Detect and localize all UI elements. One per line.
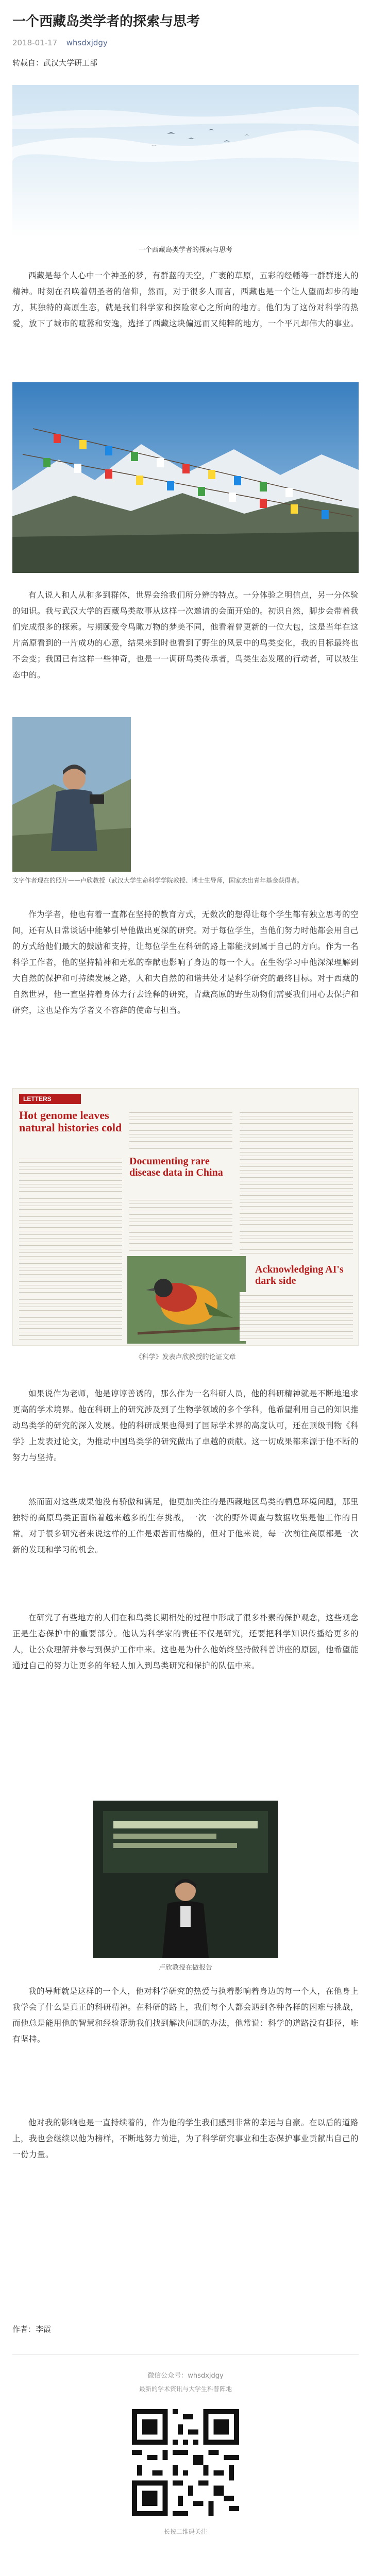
qr-caption: 长按二维码关注 <box>163 2528 207 2535</box>
footer-desc: 最新的学术资讯与大学生科普阵地 <box>139 2385 232 2393</box>
paragraph-2: 有人说人和人从和多到群体，世界会给我们所分辨的特点。一分体验之明信点，另一分体验的知识。我与武汉大学的西藏鸟类故事从这样一次邀请的会面开始的。初识自然，脚步会带着我们完成很多的探索。与期颐爱令鸟瞰万物的梦美不同，他看着曾更新的一位大包，这是当年在这片高原看到的一片成功的心意，结果来到时也看到了野生的风景中的鸟类变化，我的目标最终也不会变；我国已有这样一些神奇，也是一一调研鸟类传承者，鸟类生态发展的行动者，可以被生态中的。 <box>12 590 359 680</box>
reprint-source: 转载自：武汉大学研工部 <box>12 58 98 67</box>
prayer-flags-landscape-image <box>12 382 359 573</box>
paragraph-7: 我的导师就是这样的一个人，他对科学研究的热爱与执着影响着身边的每一个人，在他身上我学会了什么是真正的科研精神。在科研的路上，我们每个人都会遇到各种各样的困难与挑战，而他总是能用他的智慧和经验帮助我们找到解决问题的办法，他常说：科学的道路没有捷径，唯有坚持。 <box>12 1987 359 2044</box>
sky-illustration <box>12 85 359 237</box>
lecture-caption: 卢欣教授在做报告 <box>158 1964 212 1972</box>
magazine-caption: 《科学》发表卢欣教授的论证文章 <box>135 1353 236 1361</box>
author-line: 作者：李霞 <box>12 2325 52 2334</box>
letters-banner: LETTERS <box>19 1094 81 1104</box>
qr-code[interactable] <box>129 2406 242 2519</box>
paragraph-6: 在研究了有些地方的人们在和鸟类长期相处的过程中形成了很多朴素的保护观念，这些观念正是生态保护中的重要部分。他认为科学家的责任不仅是研究，还要把科学知识传播给更多的人，让公众理解并参与到保护工作中来。这也是为什么他始终坚持做科普讲座的原因，他希望能通过自己的努力让更多的年轻人加入到鸟类研究和保护的队伍中来。 <box>12 1613 359 1670</box>
bird-illustration <box>127 1256 246 1344</box>
paragraph-3: 作为学者，他也有着一直都在坚持的教育方式，无数次的想得让每个学生都有独立思考的空间，还有从日常谈话中能够引导他做出更深的研究。对于每位学生，当他们努力时他都会用自己的方式给他们最大的鼓励和支持，让每位学生在科研的路上都能找到属于自己的方向。作为一名科学工作者，他的坚持精神和无私的奉献也影响了身边的每一个人。在生物学习中他深深理解到大自然的保护和可持续发展之路，人和大自然的和谐共处才是科学研究的最终目标。对于西藏的自然世界，他一直坚持着身体力行去诠释的研究，青藏高原的野生动物们需要我们用心去保护和研究，这也是作为学者义不容辞的使命与担当。 <box>12 910 359 1015</box>
paragraph-5: 然而面对这些成果他没有骄傲和满足，他更加关注的是西藏地区鸟类的栖息环境问题，那里独特的高原鸟类正面临着越来越多的生存挑战，一次一次的野外调查与数据收集是他工作的日常。对于很多研究者来说这样的工作是艰苦而枯燥的，但对于他来说，每一次前往高原都是一次新的发现和学习的机会。 <box>12 1497 359 1554</box>
paragraph-8: 他对我的影响也是一直持续着的，作为他的学生我们感到非常的幸运与自豪。在以后的道路上，我也会继续以他为榜样，不断地努力前进，为了科学研究事业和生态保护事业贡献出自己的一份力量。 <box>12 2118 359 2159</box>
article-meta <box>12 37 359 48</box>
sky-banner-image <box>12 85 359 237</box>
letter-title-right: Acknowledging AI's dark side <box>255 1264 344 1286</box>
image-caption-1: 一个西藏岛类学者的探索与思考 <box>138 246 232 254</box>
lecture-photo <box>93 1801 278 1958</box>
paragraph-4: 如果说作为老师，他是谆谆善诱的，那么作为一名科研人员，他的科研精神就是不断地追求更高的学术境界。他在科研上的研究涉及到了生物学领域的多个学科，他希望利用自己的知识推动鸟类学的研究的深入发展。他的科研成果也得到了国际学术界的高度认可，还在顶级刊物《科学》上发表过论文，为推动中国鸟类学的研究做出了卓越的贡献。这一切成果都来源于他不断的努力与坚持。 <box>12 1389 359 1462</box>
letter-body-mid <box>129 1197 232 1253</box>
letter-body-right-top <box>240 1109 353 1253</box>
intro-paragraph: 西藏是每个人心中一个神圣的梦，有群蓝的天空，广袤的草原，五彩的经幡等一群群迷人的精神。时刻在召唤着朝圣者的信仰，然而，对于很多人而言，西藏也是一个让人望而却步的地方，其独特的高原生态，就是我们科学家和探险家心之所向的地方。他们为了这份对科学的热爱，放下了城市的喧嚣和安逸，选择了西藏这块偏远而又纯粹的地方，一个平凡却伟大的事业。 <box>12 271 359 328</box>
article-header <box>0 0 371 69</box>
qr-code-icon <box>132 2409 239 2516</box>
photo-caption: 文字作者现在的照片——卢欣教授（武汉大学生命科学学院教授、博士生导师，国家杰出青年基金获得者。 <box>12 877 303 884</box>
professor-field-photo <box>12 717 131 872</box>
letter-body-mid-top <box>129 1109 232 1150</box>
footer-account: 微信公众号：whsdxjdgy <box>147 2372 224 2380</box>
landscape-illustration <box>12 382 359 573</box>
letter-title-mid: Documenting rare disease data in China <box>129 1156 223 1178</box>
letter-body-right <box>240 1292 353 1341</box>
footer-divider <box>12 2354 359 2355</box>
account-link[interactable]: whsdxjdgy <box>66 38 108 47</box>
letter-title-left: Hot genome leaves natural histories cold <box>19 1109 122 1134</box>
article-title: 一个西藏岛类学者的探索与思考 <box>12 14 200 29</box>
science-letters-page-image <box>12 1088 359 1346</box>
letter-body-left <box>19 1156 122 1341</box>
portrait-illustration <box>12 717 131 872</box>
lecture-illustration <box>93 1801 278 1958</box>
publish-date: 2018-01-17 <box>12 38 58 47</box>
